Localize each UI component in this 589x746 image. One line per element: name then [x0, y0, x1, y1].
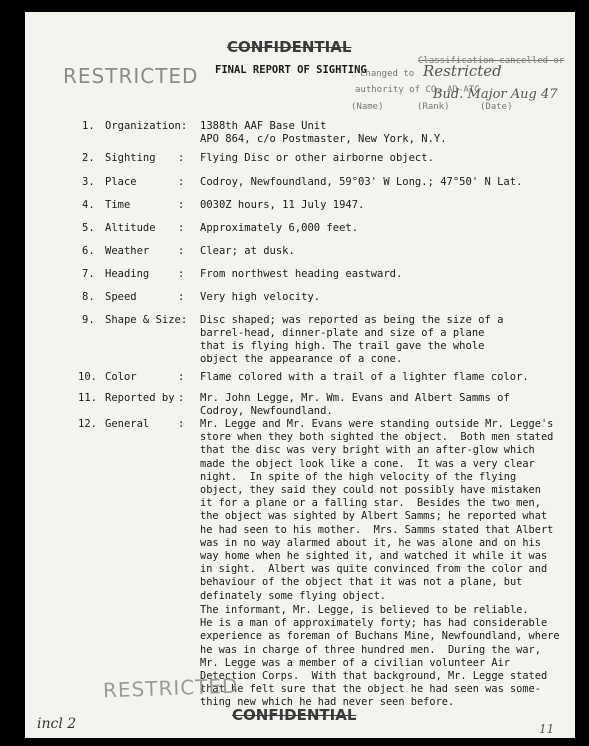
paragraph-line: he was in charge of three hundred men. During the war, — [200, 643, 541, 656]
item-number: 8. — [82, 291, 95, 303]
paragraph-line: in sight. Albert was quite convinced from the color and — [200, 563, 548, 576]
item-label: Reported by — [105, 392, 175, 404]
paragraph-line: object, they said they could not possibly have mistaken — [200, 484, 541, 497]
paragraph-line: he had seen to his mother. Mrs. Samms stated that Albert — [200, 523, 554, 536]
item-value: APO 864, c/o Postmaster, New York, N.Y. — [200, 133, 447, 145]
item-label: Organization: — [105, 120, 188, 132]
item-number: 7. — [82, 268, 95, 280]
document-page — [25, 12, 575, 738]
item-value: 1388th AAF Base Unit — [200, 120, 327, 132]
report-title: FINAL REPORT OF SIGHTING — [215, 64, 367, 76]
item-label: Time — [105, 199, 131, 211]
restricted-stamp-top: RESTRICTED — [63, 64, 199, 88]
item-value: object the appearance of a cone. — [200, 353, 403, 365]
item-label: Place — [105, 176, 137, 188]
item-value: Approximately 6,000 feet. — [200, 222, 359, 234]
item-colon: : — [178, 199, 185, 211]
item-colon: : — [178, 245, 185, 257]
classification-line-1: Classification cancelled or — [418, 56, 565, 66]
item-number: 10. — [78, 371, 97, 383]
item-number: 5. — [82, 222, 95, 234]
item-value: that is flying high. The trail gave the whole — [200, 340, 485, 352]
classification-line-2: changed to — [360, 69, 415, 79]
rank-label: (Rank) — [417, 102, 450, 112]
item-label: Shape & Size: — [105, 314, 188, 326]
restricted-stamp-bottom: RESTRICTED — [102, 673, 239, 703]
confidential-stamp-bottom: CONFIDENTIAL — [232, 706, 357, 724]
paragraph-line: Detection Corps. With that background, Mr. Legge stated — [200, 670, 548, 683]
item-colon: : — [178, 392, 185, 404]
item-colon: : — [178, 418, 185, 430]
item-value: Disc shaped; was reported as being the size of a — [200, 314, 504, 326]
item-number: 1. — [82, 120, 95, 132]
item-label: Altitude — [105, 222, 156, 234]
paragraph-line: experience as foreman of Buchans Mine, Newfoundland, where — [200, 630, 560, 643]
paragraph-line: night. In spite of the high velocity of the flying — [200, 470, 517, 483]
paragraph-line: definately some flying object. — [200, 589, 386, 602]
item-value: 0030Z hours, 11 July 1947. — [200, 199, 365, 211]
item-colon: : — [178, 291, 185, 303]
item-value: Very high velocity. — [200, 291, 321, 303]
item-value: From northwest heading eastward. — [200, 268, 403, 280]
name-label: (Name) — [351, 102, 384, 112]
confidential-stamp-top: CONFIDENTIAL — [227, 38, 352, 56]
paragraph-line: was in no way alarmed about it, he was alone and on his — [200, 536, 541, 549]
item-label: General — [105, 418, 150, 430]
incl-note: incl 2 — [37, 716, 77, 732]
item-value: Codroy, Newfoundland. — [200, 405, 333, 417]
paragraph-line: Mr. Legge and Mr. Evans were standing outside Mr. Legge's — [200, 418, 554, 430]
item-label: Heading — [105, 268, 150, 280]
paragraph-line: behaviour of the object that it was not a plane, but — [200, 576, 523, 589]
item-colon: : — [178, 222, 185, 234]
item-value: Flame colored with a trail of a lighter flame color. — [200, 371, 529, 383]
item-label: Sighting — [105, 152, 156, 164]
authority-handwritten: Bud. Major Aug 47 — [433, 87, 558, 102]
item-number: 2. — [82, 152, 95, 164]
date-label: (Date) — [480, 102, 513, 112]
classification-handwritten: Restricted — [423, 62, 502, 80]
item-number: 11. — [78, 392, 97, 404]
item-number: 4. — [82, 199, 95, 211]
paragraph-line: Mr. Legge was a member of a civilian volunteer Air — [200, 656, 510, 669]
item-colon: : — [178, 371, 185, 383]
item-number: 3. — [82, 176, 95, 188]
authority-line: authority of CO, AD-ATC — [355, 85, 480, 95]
item-colon: : — [178, 176, 185, 188]
paragraph-line: the object was sighted by Albert Samms; he reported what — [200, 510, 548, 523]
item-colon: : — [178, 268, 185, 280]
item-number: 12. — [78, 418, 97, 430]
general-paragraph-1 — [200, 418, 553, 603]
item-value: Clear; at dusk. — [200, 245, 295, 257]
paragraph-line: store when they both sighted the object. Both men stated — [200, 431, 554, 444]
item-number: 9. — [82, 314, 95, 326]
item-value: Codroy, Newfoundland, 59°03' W Long.; 47°50' N Lat. — [200, 176, 523, 188]
page-mark: 11 — [539, 722, 555, 736]
item-label: Weather — [105, 245, 150, 257]
paragraph-line: way home when he sighted it, and watched it while it was — [200, 550, 548, 563]
item-value: barrel-head, dinner-plate and size of a plane — [200, 327, 485, 339]
paragraph-line: it for a plane or a falling star. Besides the two men, — [200, 497, 541, 510]
paragraph-line: made the object look like a cone. It was a very clear — [200, 457, 535, 470]
item-label: Color — [105, 371, 137, 383]
paragraph-line: that the disc was very bright with an after-glow which — [200, 444, 535, 457]
paragraph-line: thing new which he had never seen before. — [200, 696, 455, 709]
item-label: Speed — [105, 291, 137, 303]
item-number: 6. — [82, 245, 95, 257]
item-value: Mr. John Legge, Mr. Wm. Evans and Albert Samms of — [200, 392, 510, 404]
paragraph-line: He is a man of approximately forty; has had considerable — [200, 617, 548, 630]
item-colon: : — [178, 152, 185, 164]
paragraph-line: The informant, Mr. Legge, is believed to be reliable. — [200, 604, 529, 616]
paragraph-line: that he felt sure that the object he had seen was some- — [200, 683, 541, 696]
item-value: Flying Disc or other airborne object. — [200, 152, 434, 164]
general-paragraph-2 — [200, 604, 560, 710]
